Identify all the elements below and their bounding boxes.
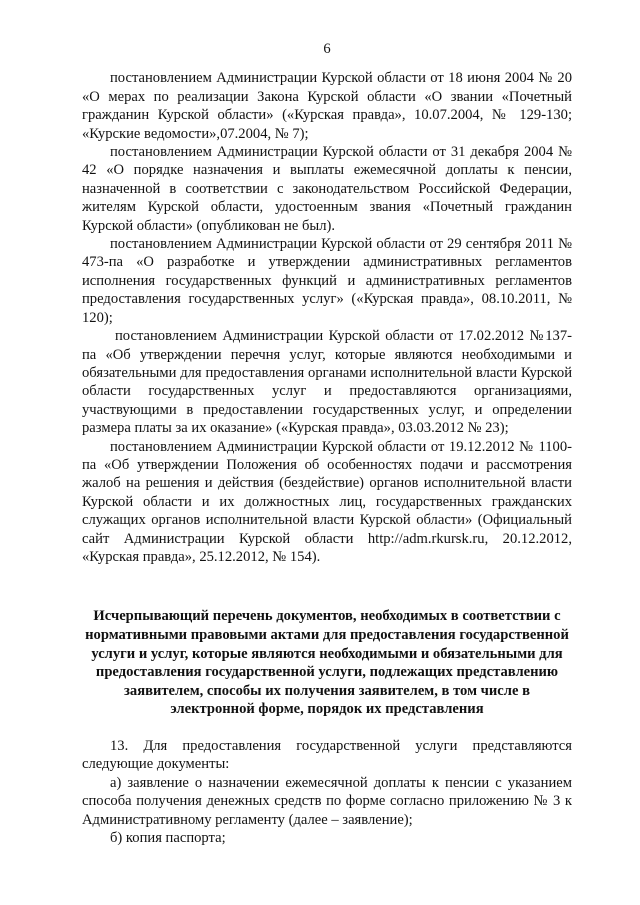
paragraph-decree-2012-137: постановлением Администрации Курской области от 17.02.2012 №137-па «Об утверждении перечня услуг, которые являются необходимыми и обязательными для предоставления органами исполнительной власти Курской области государственных услуг и предоставляются организациями, участвующими в предоставлении государственных услуг, и определении размера платы за их оказание» («Курская правда», 03.03.2012 № 23); [82, 328, 572, 437]
section-13-item-a: а) заявление о назначении ежемесячной доплаты к пенсии с указанием способа получения денежных средств по форме согласно приложению № 3 к Административному регламенту (далее – заявление); [82, 774, 572, 828]
page-number: 6 [323, 41, 331, 57]
paragraph-decree-2004-20: постановлением Администрации Курской области от 18 июня 2004 № 20 «О мерах по реализации Закона Курской области «О звании «Почетный гражданин Курской области» («Курская правда», 10.07.2004, № 129-130; «Курские ведомости»,07.2004, № 7); [82, 70, 572, 142]
paragraph-decree-2011-473: постановлением Администрации Курской области от 29 сентября 2011 № 473-па «О разработке и утверждении административных регламентов исполнения государственных функций и административных регламентов предоставления государственных услуг» («Курская правда», 08.10.2011, № 120); [82, 236, 572, 326]
section-heading: Исчерпывающий перечень документов, необходимых в соответствии с нормативными правовыми актами для предоставления государственной услуги и услуг, которые являются необходимыми и обязательными для предоставления государственной услуги, подлежащих представлению заявителем, способы их получения заявителем, в том числе в электронной форме, порядок их представления [85, 608, 569, 718]
paragraph-decree-2004-42: постановлением Администрации Курской области от 31 декабря 2004 № 42 «О порядке назначения и выплаты ежемесячной доплаты к пенсии, назначенной в соответствии с законодательством Российской Федерации, жителям Курской области, удостоенным звания «Почетный гражданин Курской области» (опубликован не был). [82, 144, 572, 234]
paragraph-decree-2012-1100: постановлением Администрации Курской области от 19.12.2012 № 1100-па «Об утверждении Положения об особенностях подачи и рассмотрения жалоб на решения и действия (бездействие) органов исполнительной власти Курской области и их должностных лиц, государственных гражданских служащих органов исполнительной власти Курской области» (Официальный сайт Администрации Курской области http://adm.rkursk.ru, 20.12.2012, «Курская правда», 25.12.2012, № 154). [82, 438, 572, 565]
section-13-item-b: б) копия паспорта; [110, 829, 226, 846]
section-13-intro: 13. Для предоставления государственной услуги представляются следующие документы: [82, 737, 572, 773]
